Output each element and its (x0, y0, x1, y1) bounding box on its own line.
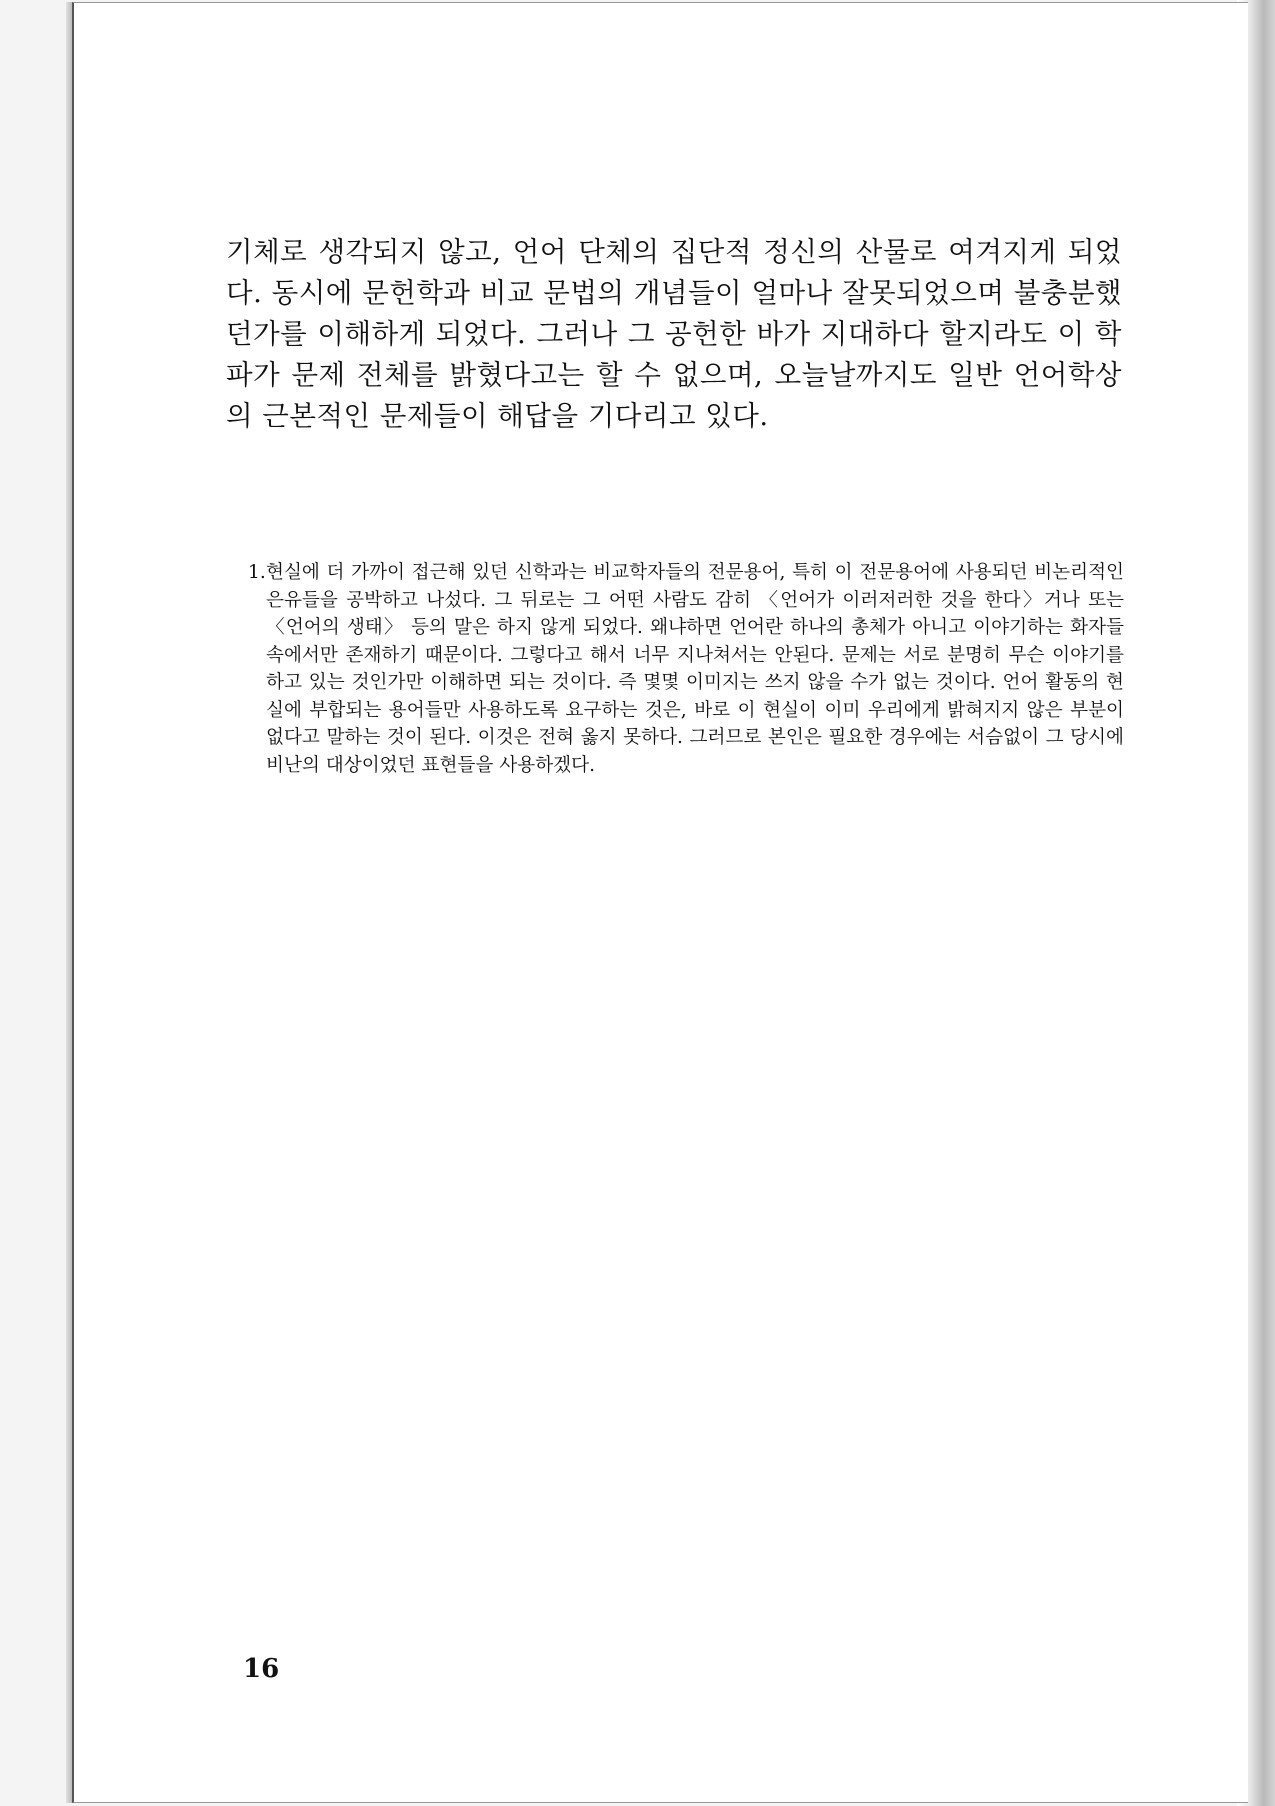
page-number: 16 (243, 1654, 280, 1684)
footnote-number: 1. (248, 562, 266, 583)
footnote-text: 현실에 더 가까이 접근해 있던 신학과는 비교학자들의 전문용어, 특히 이 전문용어에 사용되던 비논리적인 은유들을 공박하고 나섰다. 그 뒤로는 그 어떤 사람도 감히 〈언어가 이러저러한 것을 한다〉거나 또는 〈언어의 생태〉 등의 말은 하지 않게 되었다. 왜냐하면 언어란 하나의 총체가 아니고 이야기하는 화자들 속에서만 존재하기 때문이다. 그렇다고 해서 너무 지나쳐서는 안된다. 문제는 서로 분명히 무슨 이야기를 하고 있는 것인가만 이해하면 되는 것이다. 즉 몇몇 이미지는 쓰지 않을 수가 없는 것이다. 언어 활동의 현실에 부합되는 용어들만 사용하도록 요구하는 것은, 바로 이 현실이 이미 우리에게 밝혀지지 않은 부분이 없다고 말하는 것이 된다. 이것은 전혀 옳지 못하다. 그러므로 본인은 필요한 경우에는 서슴없이 그 당시에 비난의 대상이었던 표현들을 사용하겠다. (266, 562, 1124, 776)
main-paragraph: 기체로 생각되지 않고, 언어 단체의 집단적 정신의 산물로 여겨지게 되었다. 동시에 문헌학과 비교 문법의 개념들이 얼마나 잘못되었으며 불충분했던가를 이해하게 되었다. 그러나 그 공헌한 바가 지대하다 할지라도 이 학파가 문제 전체를 밝혔다고는 할 수 없으며, 오늘날까지도 일반 언어학상의 근본적인 문제들이 해답을 기다리고 있다. (226, 236, 1122, 432)
footnote-item (248, 559, 1124, 779)
footnote (248, 559, 1124, 779)
